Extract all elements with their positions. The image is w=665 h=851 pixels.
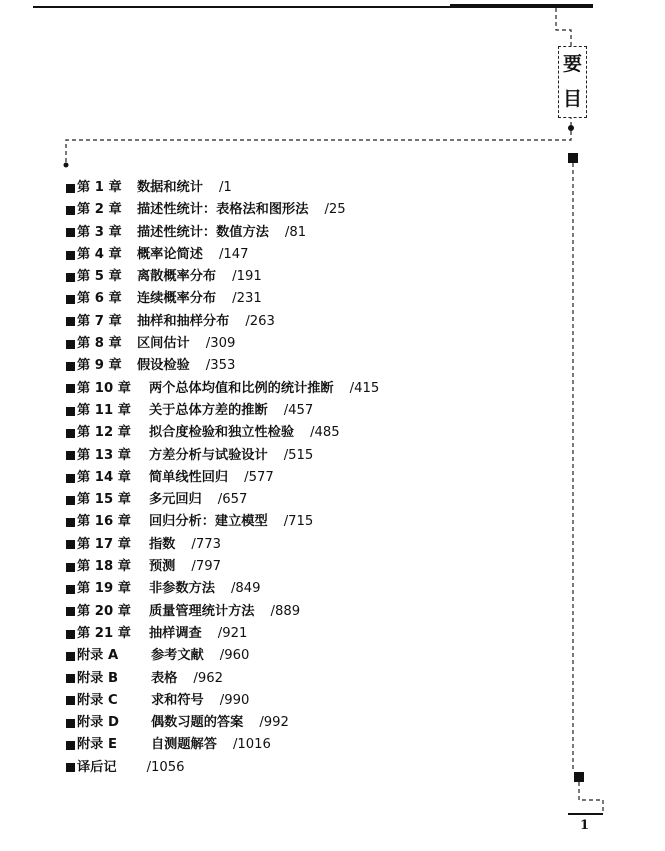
toc-entry-number: 第 11 章 [77,402,131,418]
toc-entry-number: 第 2 章 [77,202,122,218]
toc-entry[interactable] [66,222,379,244]
bullet-square-icon [66,206,75,215]
toc-entry[interactable] [66,734,379,756]
toc-entry-title: 参考文献 [151,648,204,664]
toc-entry-title: 概率论简述 [137,246,203,262]
toc-entry-page: /715 [283,514,314,530]
toc-entry[interactable] [66,668,379,690]
toc-entry-page: /81 [284,224,307,240]
toc-entry[interactable] [66,333,379,355]
title-char-2: 目 [562,88,582,110]
toc-entry-number: 第 19 章 [77,581,131,597]
toc-entry-title: 描述性统计：数值方法 [137,224,269,240]
toc-entry-number: 第 15 章 [77,492,131,508]
toc-entry-title: 抽样调查 [149,625,202,641]
toc-entry-page: /415 [349,380,380,396]
toc-entry-page: /577 [244,469,274,485]
toc-entry-number: 第 6 章 [77,291,122,307]
contents-title [558,46,587,118]
bullet-square-icon [66,741,75,750]
toc-entry-page: /457 [283,402,314,418]
toc-entry-title: 自测题解答 [151,737,217,753]
toc-entry-number: 第 10 章 [77,380,131,396]
bullet-square-icon [66,184,75,193]
toc-entry-page: /231 [232,291,262,307]
toc-entry-page: /263 [245,313,275,329]
toc-entry-number: 第 7 章 [77,313,122,329]
toc-entry-title: 离散概率分布 [137,269,217,285]
toc-entry[interactable] [66,511,379,533]
toc-entry-number: 第 8 章 [77,336,122,352]
toc-entry-title: 两个总体均值和比例的统计推断 [149,380,334,396]
toc-entry-page: /1056 [146,759,185,775]
toc-entry-number: 附录 A [77,648,119,664]
bullet-square-icon [66,652,75,661]
toc-entry-page: /657 [217,492,248,508]
toc-entry[interactable] [66,556,379,578]
bullet-square-icon [66,674,75,683]
toc-entry-number: 第 4 章 [77,246,122,262]
toc-entry-number: 第 20 章 [77,603,131,619]
toc-entry-title: 关于总体方差的推断 [149,402,268,418]
toc-entry-number: 第 18 章 [77,559,131,575]
toc-entry[interactable] [66,445,379,467]
bullet-square-icon [66,540,75,549]
toc-entry-title: 描述性统计：表格法和图形法 [137,202,309,218]
toc-entry-page: /992 [259,715,289,731]
toc-entry-title: 预测 [149,559,176,575]
bullet-square-icon [66,429,75,438]
toc-entry-page: /515 [283,447,314,463]
toc-entry-title: 表格 [151,670,178,686]
toc-entry[interactable] [66,355,379,377]
toc-entry-number: 附录 B [77,670,119,686]
toc-entry-number: 第 13 章 [77,447,131,463]
bullet-square-icon [66,763,75,772]
toc-entry-number: 第 1 章 [77,180,122,195]
bullet-square-icon [66,362,75,371]
toc-entry-title: 译后记 [77,759,117,775]
toc-entry[interactable] [66,378,379,400]
title-char-1: 要 [562,53,582,75]
bullet-square-icon [66,719,75,728]
bullet-square-icon [66,251,75,260]
toc-entry-page: /485 [310,425,340,441]
toc-entry-title: 抽样和抽样分布 [137,313,230,329]
toc-entry-number: 第 9 章 [77,358,122,374]
toc-entry-title: 指数 [149,536,176,552]
toc-entry-number: 第 12 章 [77,425,131,441]
toc-entry[interactable] [66,311,379,333]
bullet-square-icon [66,407,75,416]
toc-entry-number: 第 16 章 [77,514,131,530]
toc-entry-title: 非参数方法 [149,581,215,597]
toc-entry-number: 第 17 章 [77,536,131,552]
bullet-square-icon [66,451,75,460]
toc-entry[interactable] [66,266,379,288]
toc-entry-title: 假设检验 [137,358,190,374]
toc-entry-title: 拟合度检验和独立性检验 [149,425,295,441]
toc-entry-title: 方差分析与试验设计 [149,447,268,463]
toc-entry[interactable] [66,400,379,422]
toc-entry-page: /1016 [232,737,271,753]
page-number: 1 [580,818,590,833]
toc-entry-title: 简单线性回归 [149,469,229,485]
toc-entry-number: 附录 E [77,737,117,753]
toc-entry-title: 求和符号 [151,692,204,708]
toc-entry-page: /990 [219,692,250,708]
toc-entry[interactable] [66,757,379,779]
toc-entry-title: 连续概率分布 [137,291,217,307]
toc-entry-title: 回归分析：建立模型 [149,514,268,530]
toc-entry-title: 多元回归 [149,492,202,508]
bullet-square-icon [66,474,75,483]
bullet-square-icon [66,585,75,594]
toc-entry-title: 数据和统计 [137,180,203,195]
toc-entry[interactable] [66,690,379,712]
toc-entry-page: /353 [205,358,236,374]
bullet-square-icon [66,630,75,639]
toc-entry[interactable] [66,422,379,444]
toc-entry[interactable] [66,645,379,667]
toc-entry-number: 第 5 章 [77,269,122,285]
toc-entry-page: /147 [218,246,249,262]
toc-entry-page: /962 [193,670,223,686]
toc-entry[interactable] [66,623,379,645]
toc-entry-number: 附录 D [77,715,119,731]
table-of-contents [66,177,379,779]
toc-entry-page: /797 [191,559,221,575]
toc-entry[interactable] [66,578,379,600]
toc-entry-page: /191 [232,269,262,285]
bullet-square-icon [66,340,75,349]
toc-entry-page: /773 [191,536,221,552]
toc-entry-title: 质量管理统计方法 [149,603,255,619]
toc-entry[interactable] [66,534,379,556]
bullet-square-icon [66,295,75,304]
toc-entry[interactable] [66,601,379,623]
toc-entry-number: 第 14 章 [77,469,131,485]
toc-entry-number: 第 21 章 [77,625,131,641]
toc-entry-page: /849 [230,581,261,597]
bullet-square-icon [66,696,75,705]
toc-entry-page: /1 [218,180,232,195]
toc-entry-title: 偶数习题的答案 [151,715,244,731]
bullet-square-icon [66,496,75,505]
toc-entry[interactable] [66,489,379,511]
toc-entry-page: /309 [205,336,236,352]
toc-entry-page: /921 [217,625,248,641]
bullet-square-icon [66,228,75,237]
toc-entry-number: 第 3 章 [77,224,122,240]
toc-entry-page: /960 [219,648,250,664]
toc-entry[interactable] [66,199,379,221]
toc-entry[interactable] [66,177,379,199]
toc-entry[interactable] [66,288,379,310]
toc-entry-page: /25 [324,202,346,218]
bullet-square-icon [66,607,75,616]
toc-entry-page: /889 [270,603,301,619]
bullet-square-icon [66,273,75,282]
toc-entry-number: 附录 C [77,692,118,708]
bullet-square-icon [66,518,75,527]
toc-entry[interactable] [66,467,379,489]
bullet-square-icon [66,317,75,326]
toc-entry[interactable] [66,244,379,266]
toc-entry-title: 区间估计 [137,336,190,352]
bullet-square-icon [66,384,75,393]
bullet-square-icon [66,563,75,572]
toc-entry[interactable] [66,712,379,734]
